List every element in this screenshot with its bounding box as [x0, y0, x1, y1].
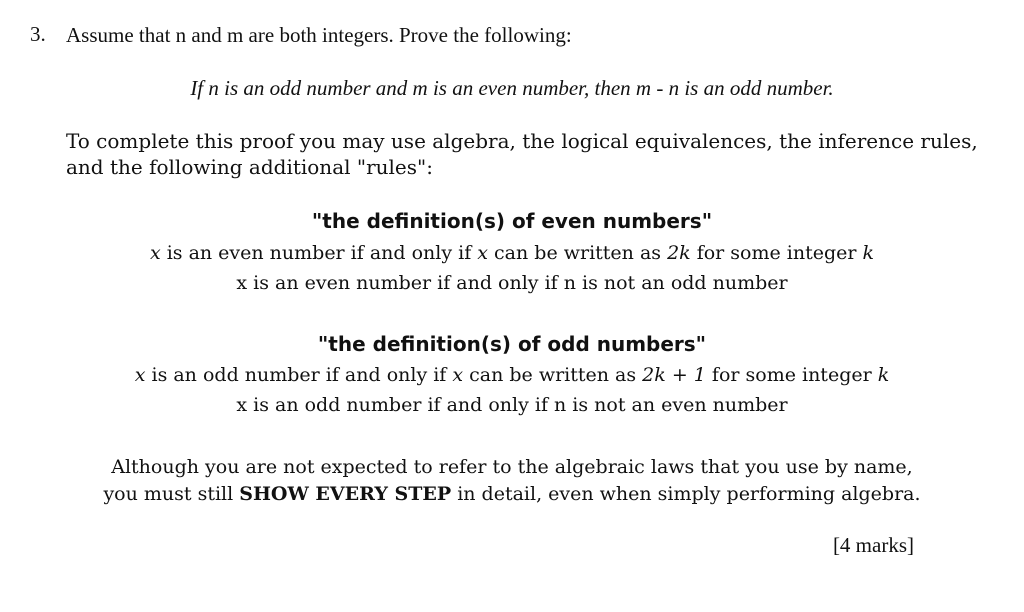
note-line-2 [0, 481, 1024, 507]
definition-text: is an even number if and only if [160, 242, 478, 264]
math-expression: 2k [667, 242, 691, 264]
claim-statement: If n is an odd number and m is an even number, then m - n is an odd number. [190, 76, 834, 100]
odd-definition-2: x is an odd number if and only if n is not an even number [236, 394, 788, 416]
note-text: in detail, even when simply performing algebra. [451, 483, 921, 505]
definition-text: for some integer [690, 242, 863, 264]
note-text: you must still [103, 483, 240, 505]
definition-text: is an odd number if and only if [145, 364, 453, 386]
note-line-1: Although you are not expected to refer to the algebraic laws that you use by name, [111, 456, 913, 478]
math-var: x [452, 364, 464, 386]
math-var: k [877, 364, 890, 386]
even-definition-2: x is an even number if and only if n is not an odd number [236, 272, 788, 294]
question-prompt: Assume that n and m are both integers. Prove the following: [66, 23, 572, 47]
marks-label: [4 marks] [832, 533, 914, 557]
instructions-line-2: and the following additional "rules": [66, 155, 433, 179]
even-definition-1 [0, 240, 1024, 266]
question-number: 3. [30, 22, 46, 46]
math-var: k [862, 242, 875, 264]
math-var: x [134, 364, 146, 386]
emphasis-text: SHOW EVERY STEP [239, 483, 452, 505]
even-definitions-heading: "the definition(s) of even numbers" [311, 209, 713, 233]
definition-text: can be written as [488, 242, 668, 264]
math-var: x [149, 242, 161, 264]
math-expression: 2k + 1 [642, 364, 706, 386]
definition-text: for some integer [705, 364, 878, 386]
math-var: x [477, 242, 488, 264]
odd-definitions-heading: "the definition(s) of odd numbers" [317, 332, 707, 356]
instructions-line-1: To complete this proof you may use algebra, the logical equivalences, the inference rules, [66, 129, 978, 153]
odd-definition-1 [0, 362, 1024, 388]
definition-text: can be written as [463, 364, 643, 386]
